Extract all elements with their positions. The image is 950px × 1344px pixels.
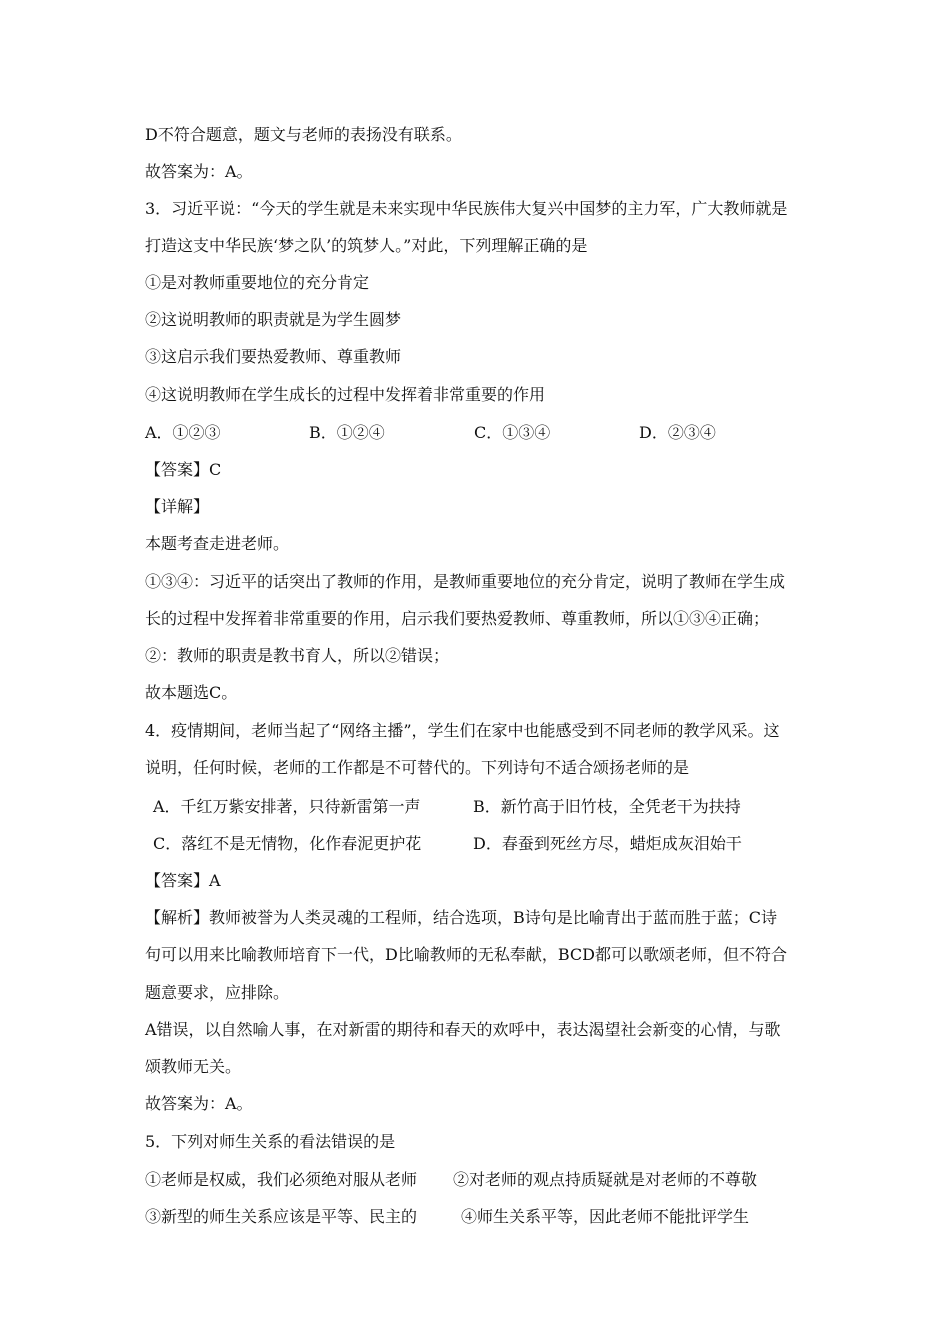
statement-3: ③这启示我们要热爱教师、尊重教师 xyxy=(145,347,402,366)
option-d: D．春蚕到死丝方尽，蜡炬成灰泪始干 xyxy=(473,834,742,853)
explanation-label: 【详解】 xyxy=(145,497,210,516)
text-line: D不符合题意，题文与老师的表扬没有联系。 xyxy=(145,125,462,144)
question-4-stem: 4．疫情期间，老师当起了“网络主播”，学生们在家中也能感受到不同老师的教学风采。这 xyxy=(145,721,780,740)
question-4-stem-cont: 说明，任何时候，老师的工作都是不可替代的。下列诗句不适合颂扬老师的是 xyxy=(145,758,690,777)
question-5-stem: 5．下列对师生关系的看法错误的是 xyxy=(145,1132,396,1151)
option-d: D．②③④ xyxy=(639,423,716,442)
analysis-line: 颂教师无关。 xyxy=(145,1057,242,1076)
analysis-line: A错误，以自然喻人事，在对新雷的期待和春天的欢呼中，表达渴望社会新变的心情，与歌 xyxy=(145,1020,781,1039)
explanation-line: 本题考查走进老师。 xyxy=(145,534,290,553)
statement-4: ④师生关系平等，因此老师不能批评学生 xyxy=(461,1207,750,1226)
statement-2: ②对老师的观点持质疑就是对老师的不尊敬 xyxy=(453,1170,758,1189)
option-b: B．①②④ xyxy=(309,423,385,442)
question-3-stem: 3．习近平说：“今天的学生就是未来实现中华民族伟大复兴中国梦的主力军，广大教师就是 xyxy=(145,199,788,218)
statement-1: ①是对教师重要地位的充分肯定 xyxy=(145,273,370,292)
statement-4: ④这说明教师在学生成长的过程中发挥着非常重要的作用 xyxy=(145,385,546,404)
question-3-stem-cont: 打造这支中华民族‘梦之队’的筑梦人。”对此，下列理解正确的是 xyxy=(145,236,588,255)
analysis-line: 句可以用来比喻教师培育下一代，D比喻教师的无私奉献，BCD都可以歌颂老师，但不符合 xyxy=(145,945,787,964)
answer-label: 【答案】A xyxy=(145,871,221,890)
option-c: C．落红不是无情物，化作春泥更护花 xyxy=(153,834,422,853)
answer-line: 故答案为：A。 xyxy=(145,162,253,181)
explanation-line: 故本题选C。 xyxy=(145,683,238,702)
option-a: A．①②③ xyxy=(145,423,221,442)
option-c: C．①③④ xyxy=(474,423,551,442)
analysis-line: 题意要求，应排除。 xyxy=(145,983,290,1002)
answer-line: 故答案为：A。 xyxy=(145,1094,253,1113)
answer-label: 【答案】C xyxy=(145,460,222,479)
statement-2: ②这说明教师的职责就是为学生圆梦 xyxy=(145,310,402,329)
statement-1: ①老师是权威，我们必须绝对服从老师 xyxy=(145,1170,418,1189)
statement-3: ③新型的师生关系应该是平等、民主的 xyxy=(145,1207,418,1226)
explanation-line: ②：教师的职责是教书育人，所以②错误； xyxy=(145,646,450,665)
explanation-line: ①③④：习近平的话突出了教师的作用，是教师重要地位的充分肯定，说明了教师在学生成 xyxy=(145,572,786,591)
option-a: A．千红万紫安排著，只待新雷第一声 xyxy=(153,797,421,816)
explanation-line: 长的过程中发挥着非常重要的作用，启示我们要热爱教师、尊重教师，所以①③④正确； xyxy=(145,609,770,628)
option-b: B．新竹高于旧竹枝，全凭老干为扶持 xyxy=(473,797,741,816)
analysis-line: 【解析】教师被誉为人类灵魂的工程师，结合选项，B诗句是比喻青出于蓝而胜于蓝；C诗 xyxy=(145,908,778,927)
